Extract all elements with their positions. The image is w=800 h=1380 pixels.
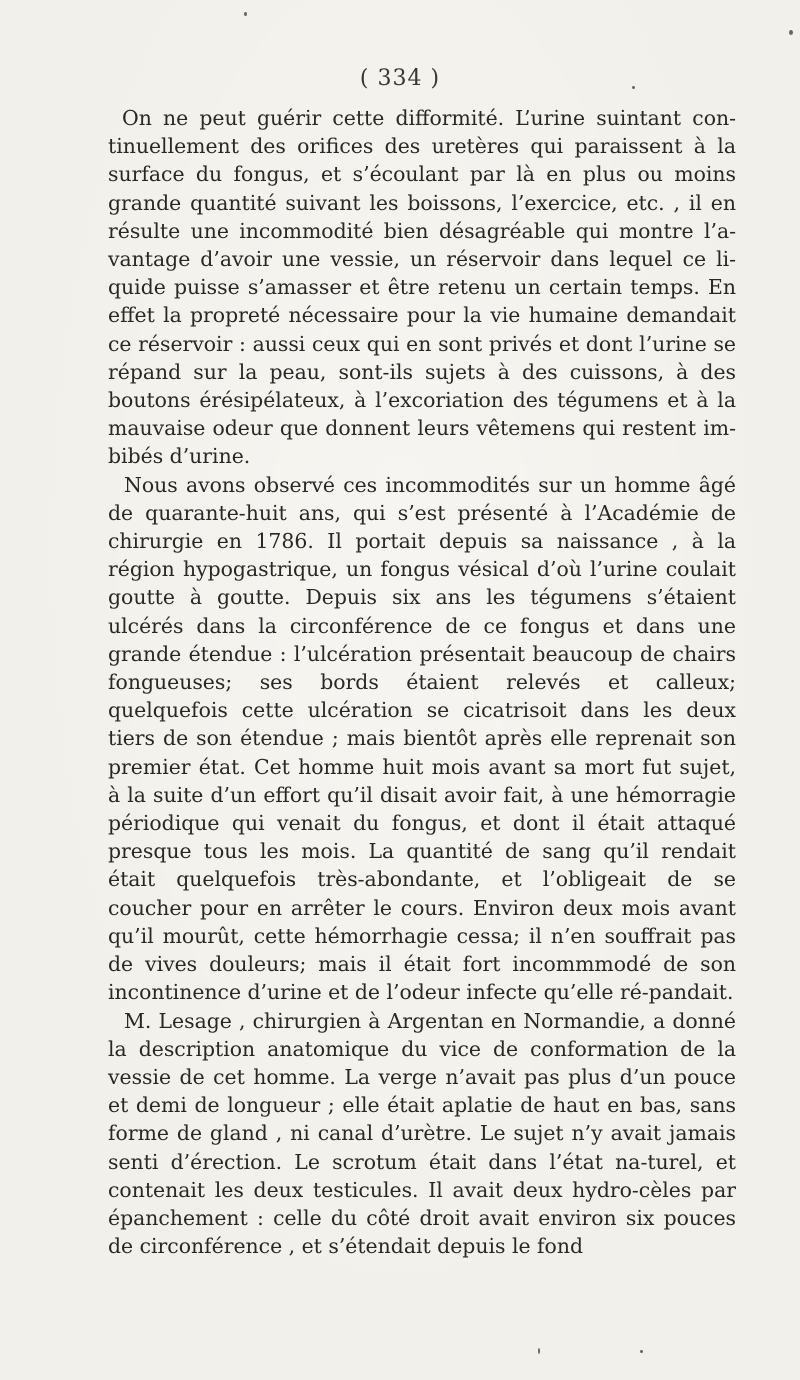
paragraph-3: M. Lesage , chirurgien à Argentan en Normandie, a donné la description anatomique du vice de conformation de la vessie de cet homme. La verge n’avait pas plus d’un pouce et demi de longueur ; elle était aplatie de haut en bas, sans forme de gland , ni canal d’urètre. Le sujet n’y avait jamais senti d’érection. Le scrotum était dans l’état na-turel, et contenait les deux testicules. Il avait deux hydro-cèles par épanchement : celle du côté droit avait environ six pouces de circonférence , et s’étendait depuis le fond bbox=[108, 1008, 736, 1259]
paragraph-1: On ne peut guérir cette difformité. L’urine suintant con-tinuellement des orifices des uretères qui paraissent à la surface du fongus, et s’écoulant par là en plus ou moins grande quantité suivant les boissons, l’exercice, etc. , il en résulte une incommodité bien désagréable qui montre l’a-vantage d’avoir une vessie, un réservoir dans lequel ce li-quide puisse s’amasser et être retenu un certain temps. En effet la propreté nécessaire pour la vie humaine demandait ce réservoir : aussi ceux qui en sont privés et dont l’urine se répand sur la peau, sont-ils sujets à des cuissons, à des boutons érésipélateux, à l’excoriation des tégumens et à la mauvaise odeur que donnent leurs vêtemens qui restent im-bibés d’urine. bbox=[108, 106, 736, 469]
ink-speck bbox=[244, 12, 247, 16]
page-number: ( 334 ) bbox=[359, 66, 441, 91]
ink-speck bbox=[640, 1350, 643, 1353]
paragraph-2: Nous avons observé ces incommodités sur un homme âgé de quarante-huit ans, qui s’est présenté à l’Académie de chirurgie en 1786. Il portait depuis sa naissance , à la région hypogastrique, un fongus vésical d’où l’urine coulait goutte à goutte. Depuis six ans les tégumens s’étaient ulcérés dans la circonférence de ce fongus et dans une grande étendue : l’ulcération présentait beaucoup de chairs fongueuses; ses bords étaient relevés et calleux; quelquefois cette ulcération se cicatrisoit dans les deux tiers de son étendue ; mais bientôt après elle reprenait son premier état. Cet homme huit mois avant sa mort fut sujet, à la suite d’un effort qu’il disait avoir fait, à une hémorragie périodique qui venait du fongus, et dont il était attaqué presque tous les mois. La quantité de sang qu’il rendait était quelquefois très-abondante, et l’obligeait de se coucher pour en arrêter le cours. Environ deux mois avant qu’il mourût, cette hémorrhagie cessa; il n’en souffrait pas de vives douleurs; mais il était fort incommmodé de son incontinence d’urine et de l’odeur infecte qu’elle ré-pandait. bbox=[108, 472, 736, 1005]
ink-speck bbox=[538, 1348, 540, 1354]
body-text bbox=[108, 104, 736, 1260]
ink-speck bbox=[789, 30, 793, 35]
